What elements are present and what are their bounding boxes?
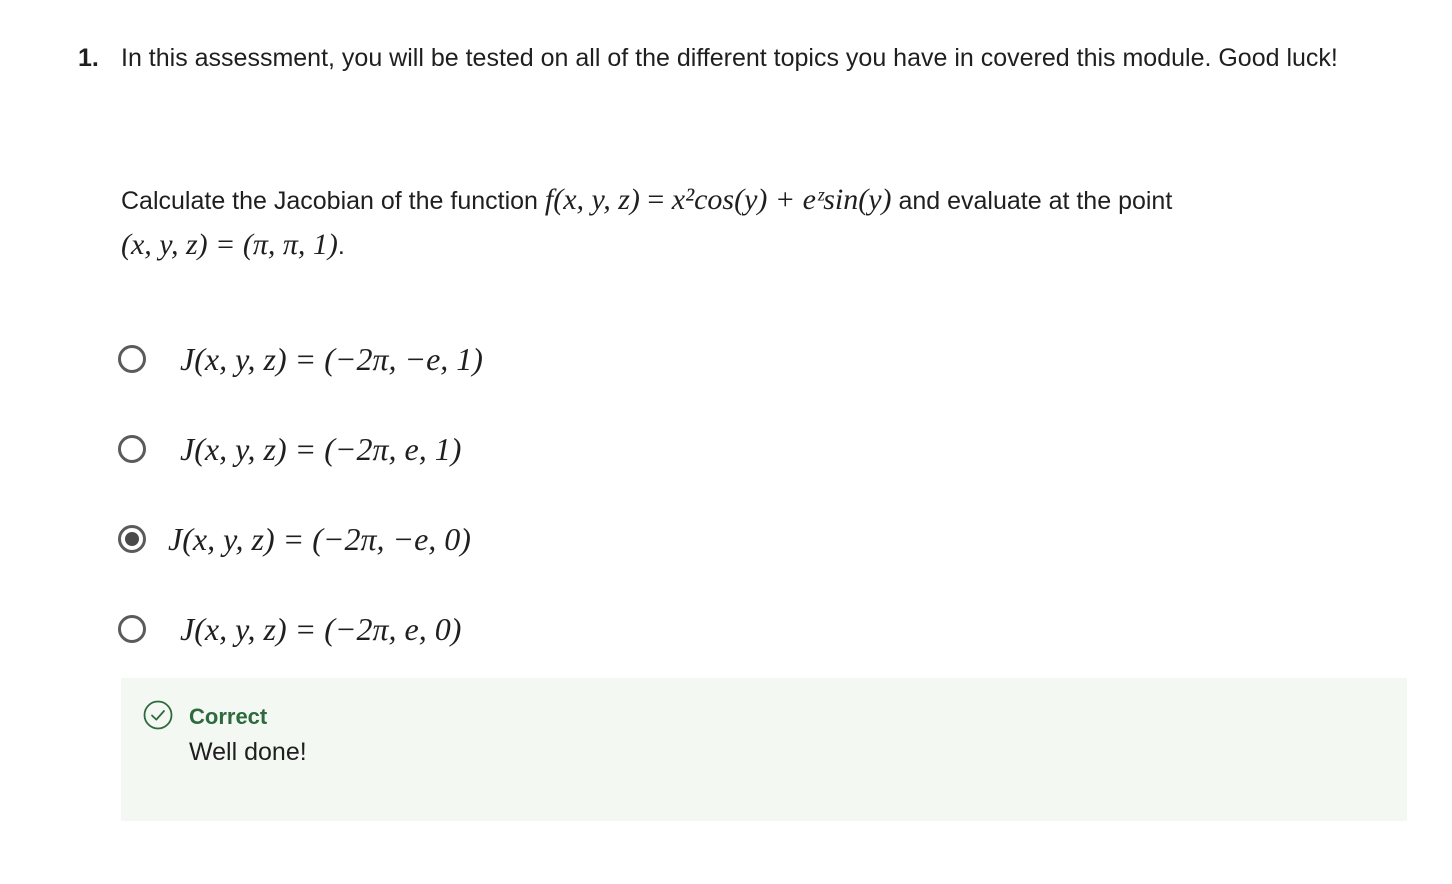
radio-button[interactable] xyxy=(118,345,146,373)
radio-button[interactable] xyxy=(118,435,146,463)
function-rhs: x²cos(y) + eᶻsin(y) xyxy=(671,183,892,216)
feedback-message: Well done! xyxy=(189,738,307,766)
option-label: J(x, y, z) = (−2π, −e, 1) xyxy=(180,340,483,377)
answer-option-2[interactable] xyxy=(118,404,483,494)
answer-option-1[interactable] xyxy=(118,314,483,404)
question-number: 1. xyxy=(78,44,99,72)
check-circle-icon xyxy=(143,700,173,730)
question-intro: In this assessment, you will be tested on all of the different topics you have in covered this module. Good luck! xyxy=(121,44,1338,72)
option-label: J(x, y, z) = (−2π, e, 1) xyxy=(180,430,462,467)
answer-options xyxy=(118,314,483,674)
answer-option-3[interactable] xyxy=(118,494,483,584)
option-label: J(x, y, z) = (−2π, −e, 0) xyxy=(168,520,471,557)
prompt-middle: and evaluate at the point xyxy=(891,187,1173,215)
prompt-text: Calculate the Jacobian of the function xyxy=(121,187,545,215)
feedback-panel xyxy=(121,678,1407,821)
evaluation-point: (x, y, z) = (π, π, 1) xyxy=(121,228,338,261)
prompt-end: . xyxy=(337,232,345,260)
question-prompt: Calculate the Jacobian of the function f(x, y, z) = x²cos(y) + eᶻsin(y) and evaluate at the point (x, y, z) = (π, π, 1). xyxy=(121,183,1173,261)
feedback-status: Correct xyxy=(189,704,268,729)
function-lhs: f(x, y, z) xyxy=(544,183,640,216)
radio-button-selected[interactable] xyxy=(118,525,146,553)
option-label: J(x, y, z) = (−2π, e, 0) xyxy=(180,610,462,647)
radio-button[interactable] xyxy=(118,615,146,643)
answer-option-4[interactable] xyxy=(118,584,483,674)
